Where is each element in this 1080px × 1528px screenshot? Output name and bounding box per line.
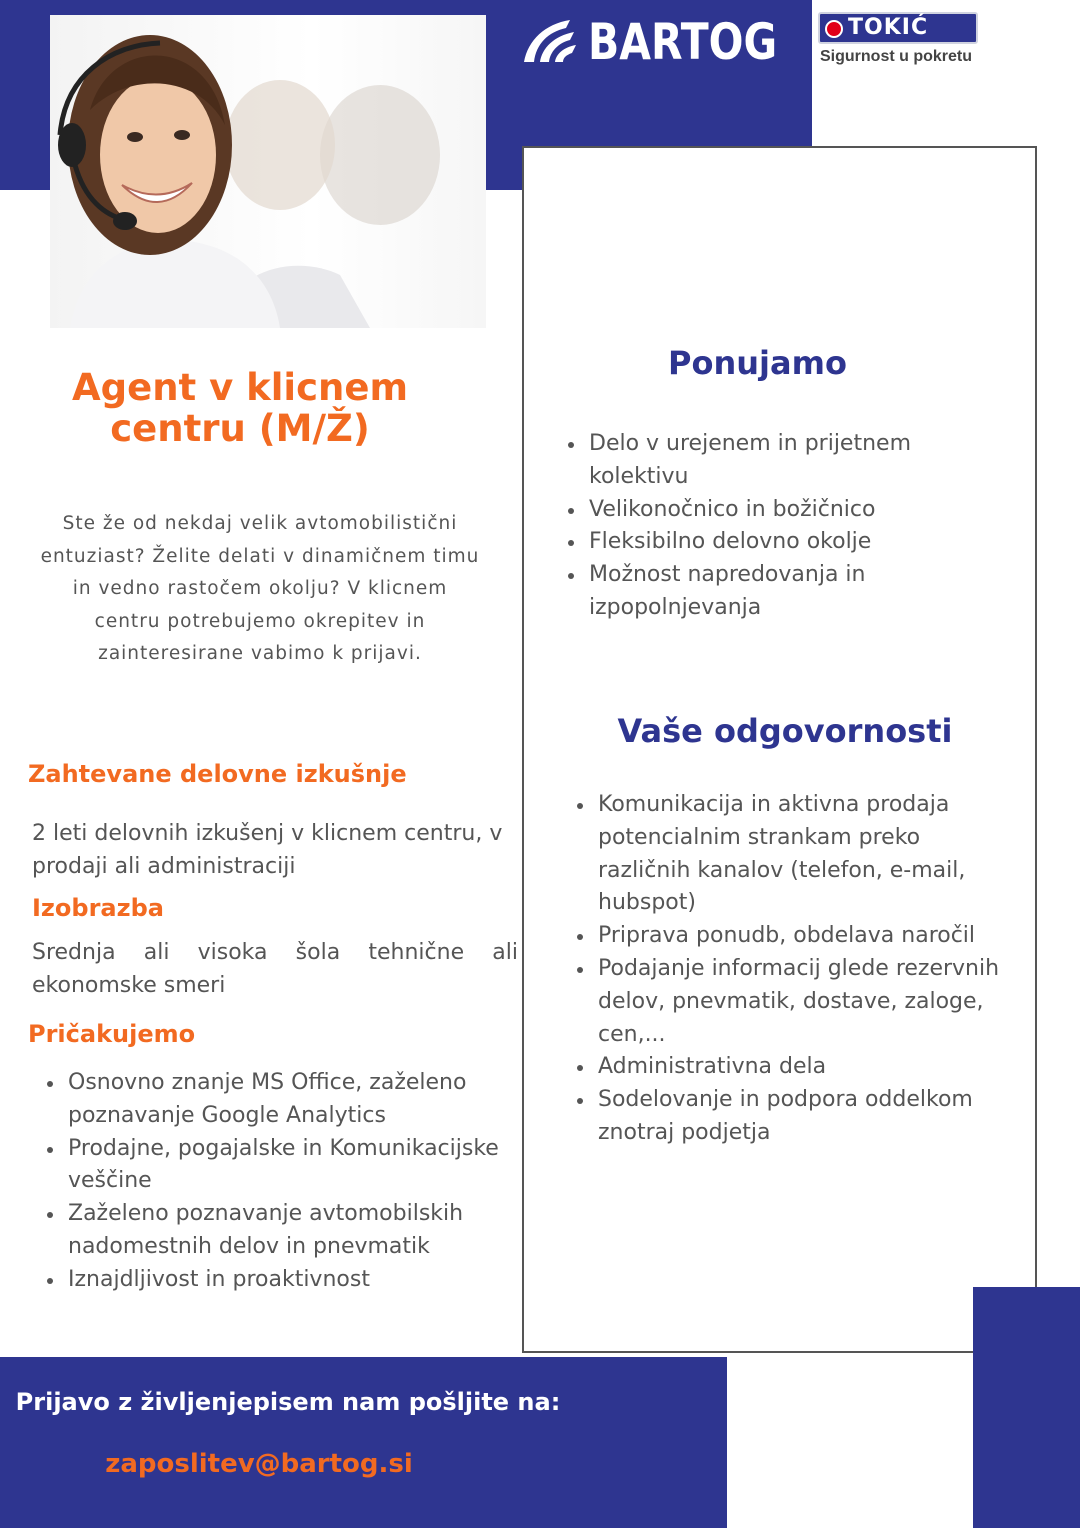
tokic-dot-icon — [825, 20, 843, 38]
footer-band — [0, 1357, 727, 1528]
intro-text: Ste že od nekdaj velik avtomobilistični entuziast? Želite delati v dinamičnem timu in vedno rastočem okolju? V klicnem centru potrebujemo okrepitev in zainteresirane vabimo k prijavi. — [40, 513, 480, 664]
responsibilities-list — [598, 789, 1018, 1150]
application-email-link[interactable]: zaposlitev@bartog.si — [105, 1449, 413, 1479]
list-item: Sodelovanje in podpora oddelkom znotraj podjetja — [598, 1084, 1018, 1150]
education-heading: Izobrazba — [32, 894, 164, 922]
requirements-text: 2 leti delovnih izkušenj v klicnem centru, v prodaji ali administraciji — [32, 821, 503, 879]
bartog-logo — [520, 10, 810, 70]
agent-illustration — [50, 15, 486, 328]
list-item: Velikonočnico in božičnico — [589, 494, 1009, 527]
list-item: Iznajdljivost in proaktivnost — [68, 1264, 518, 1297]
application-call-to-action: Prijavo z življenjepisem nam pošljite na: — [15, 1388, 561, 1416]
list-item: Prodajne, pogajalske in Komunikacijske veščine — [68, 1133, 518, 1199]
list-item: Osnovno znanje MS Office, zaželeno poznavanje Google Analytics — [68, 1067, 518, 1133]
offer-heading: Ponujamo — [668, 344, 847, 382]
list-item: Administrativna dela — [598, 1051, 1018, 1084]
job-title: Agent v klicnem centru (M/Ž) — [71, 366, 409, 450]
corner-decoration — [973, 1287, 1080, 1528]
call-center-agent-photo — [50, 15, 486, 328]
offer-list — [589, 428, 1009, 625]
bartog-swoosh-icon — [520, 10, 580, 70]
list-item: Delo v urejenem in prijetnem kolektivu — [589, 428, 1009, 494]
responsibilities-heading: Vaše odgovornosti — [617, 712, 953, 750]
requirements-heading: Zahtevane delovne izkušnje — [28, 760, 407, 788]
list-item: Možnost napredovanja in izpopolnjevanja — [589, 559, 1009, 625]
education-text: Srednja ali visoka šola tehnične ali ekonomske smeri — [32, 940, 518, 998]
list-item: Zaželeno poznavanje avtomobilskih nadomestnih delov in pnevmatik — [68, 1198, 518, 1264]
list-item: Komunikacija in aktivna prodaja potencialnim strankam preko različnih kanalov (telefon, e-mail, hubspot) — [598, 789, 1018, 920]
tokic-logo — [818, 12, 988, 72]
bartog-wordmark: BARTOG — [588, 13, 778, 71]
list-item: Priprava ponudb, obdelava naročil — [598, 920, 1018, 953]
tokic-badge — [818, 12, 978, 44]
tokic-tagline: Sigurnost u pokretu — [820, 48, 972, 65]
list-item: Fleksibilno delovno okolje — [589, 526, 1009, 559]
expectations-heading: Pričakujemo — [28, 1020, 196, 1048]
expectations-list — [68, 1067, 518, 1297]
list-item: Podajanje informacij glede rezervnih delov, pnevmatik, dostave, zaloge, cen,... — [598, 953, 1018, 1051]
tokic-wordmark: TOKIĆ — [848, 15, 929, 40]
